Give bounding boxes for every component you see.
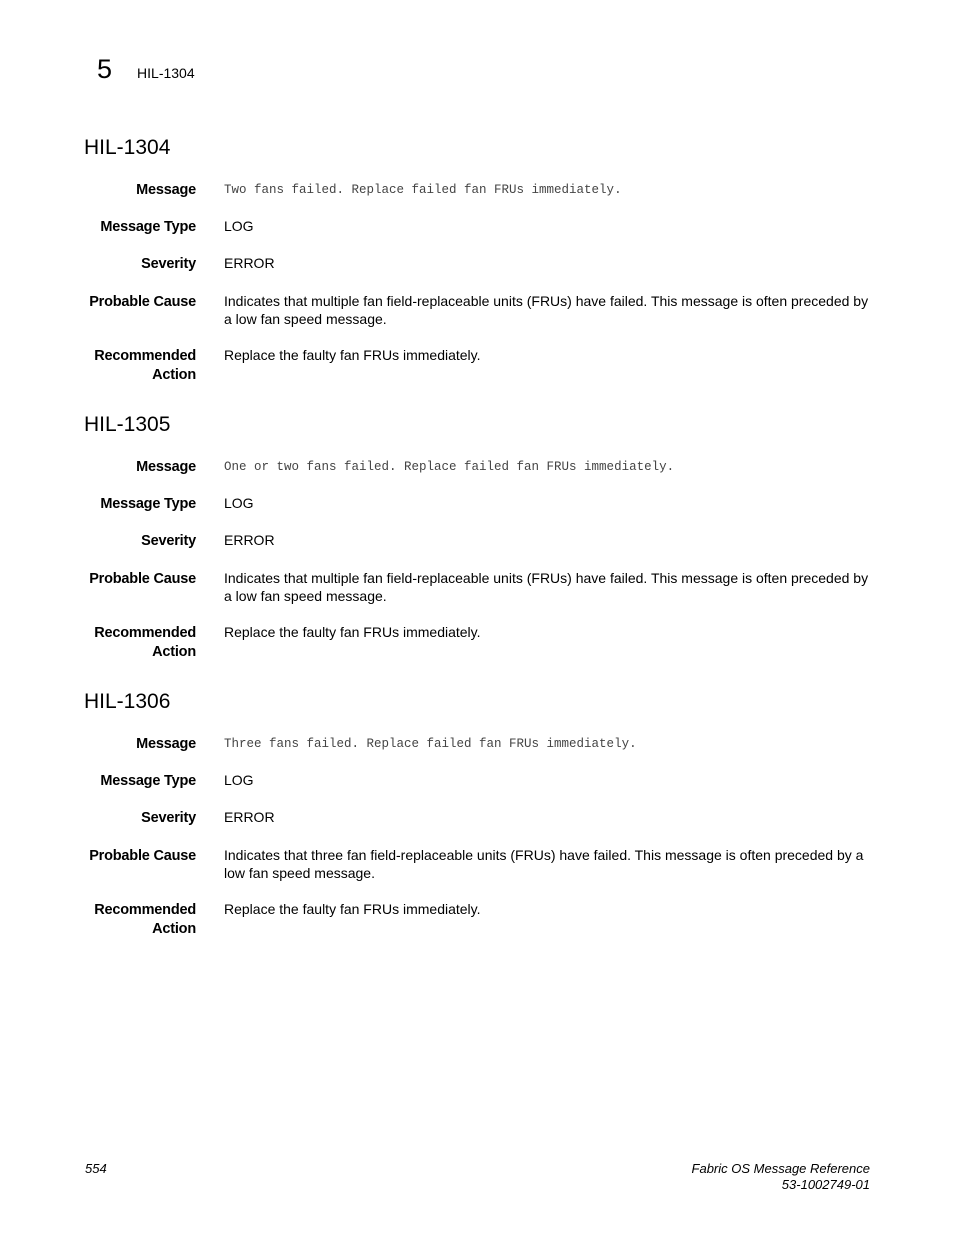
entry-title: HIL-1306 [84,690,171,713]
recommended-label-line: Recommended [94,902,196,918]
message-text: One or two fans failed. Replace failed fan FRUs immediately. [224,460,675,474]
message-type-value: LOG [224,218,254,234]
probable-cause-line: Indicates that multiple fan field-replaceable units (FRUs) have failed. This message is often preceded by [224,570,869,586]
message-label: Message [136,459,196,475]
recommended-action-label [0,347,196,384]
message-type-value: LOG [224,495,254,511]
action-label-line: Action [152,920,196,937]
recommended-label-line: Recommended [94,625,196,641]
severity-label: Severity [141,256,196,272]
probable-cause-text [224,570,874,605]
recommended-label-line: Recommended [94,348,196,364]
message-type-label: Message Type [100,219,196,235]
entry-title: HIL-1304 [84,136,171,159]
entry-title: HIL-1305 [84,413,171,436]
probable-cause-label: Probable Cause [89,848,196,864]
chapter-number: 5 [97,54,113,84]
document-title: Fabric OS Message Reference [691,1161,870,1176]
message-type-value: LOG [224,772,254,788]
message-label: Message [136,736,196,752]
probable-cause-line: low fan speed message. [224,864,375,881]
probable-cause-line: a low fan speed message. [224,310,387,327]
document-number: 53-1002749-01 [781,1176,870,1192]
probable-cause-label: Probable Cause [89,294,196,310]
message-text: Three fans failed. Replace failed fan FRUs immediately. [224,737,637,751]
page-header [97,56,195,83]
severity-value: ERROR [224,255,275,271]
probable-cause-label: Probable Cause [89,571,196,587]
message-type-label: Message Type [100,773,196,789]
message-type-label: Message Type [100,496,196,512]
recommended-action-text: Replace the faulty fan FRUs immediately. [224,347,481,363]
severity-label: Severity [141,810,196,826]
recommended-action-label [0,624,196,661]
message-label: Message [136,182,196,198]
running-header: HIL-1304 [137,65,195,81]
probable-cause-line: Indicates that multiple fan field-replaceable units (FRUs) have failed. This message is often preceded by [224,293,869,309]
message-text: Two fans failed. Replace failed fan FRUs immediately. [224,183,622,197]
probable-cause-text [224,847,874,882]
recommended-action-text: Replace the faulty fan FRUs immediately. [224,624,481,640]
action-label-line: Action [152,366,196,383]
recommended-action-text: Replace the faulty fan FRUs immediately. [224,901,481,917]
probable-cause-line: Indicates that three fan field-replaceable units (FRUs) have failed. This message is often preceded by a [224,847,864,863]
probable-cause-line: a low fan speed message. [224,587,387,604]
severity-value: ERROR [224,532,275,548]
page-number: 554 [85,1161,107,1176]
document-info [692,1161,870,1192]
action-label-line: Action [152,643,196,660]
severity-label: Severity [141,533,196,549]
probable-cause-text [224,293,874,328]
recommended-action-label [0,901,196,938]
severity-value: ERROR [224,809,275,825]
